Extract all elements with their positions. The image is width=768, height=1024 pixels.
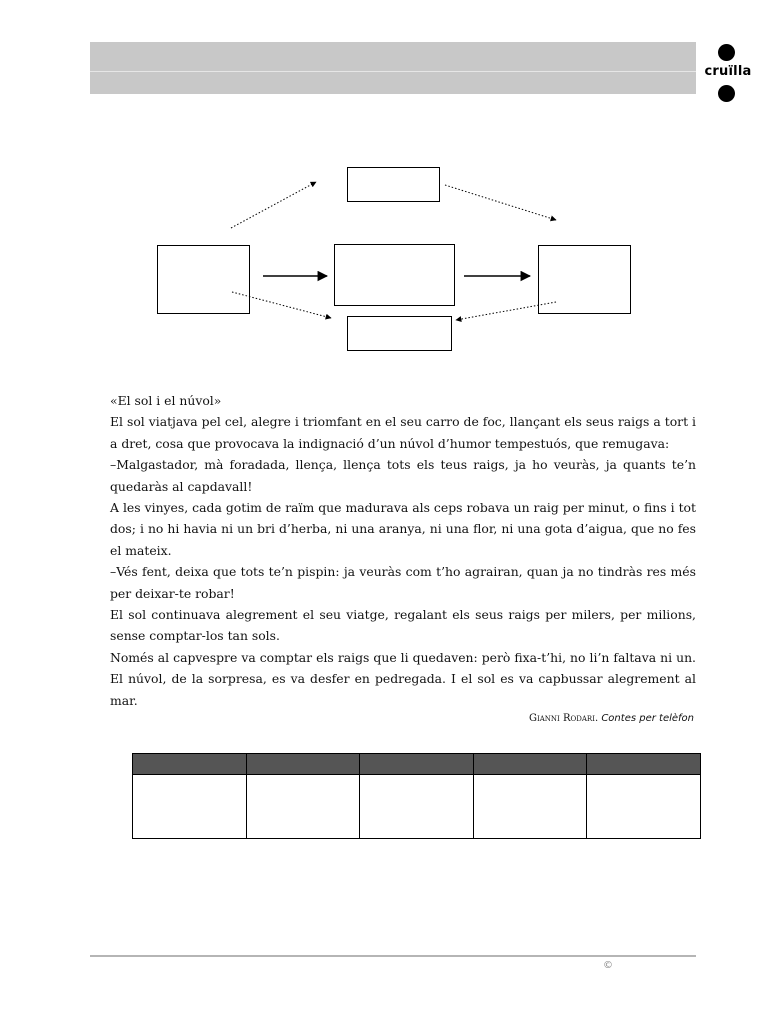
copyright-symbol: © xyxy=(603,960,613,971)
story-structure-diagram xyxy=(0,0,768,380)
table-cell[interactable] xyxy=(133,775,247,839)
table-row xyxy=(133,775,701,839)
dotted-arrow-top-to-right xyxy=(445,185,556,220)
logo-text: cruïlla xyxy=(704,64,752,79)
story-credit: Gianni Rodari. Contes per telèfon xyxy=(528,713,694,724)
table-cell[interactable] xyxy=(473,775,587,839)
footer-divider xyxy=(90,955,696,957)
diagram-box-top[interactable] xyxy=(348,168,440,202)
author-name: Gianni Rodari xyxy=(528,713,595,724)
diagram-box-right[interactable] xyxy=(539,246,631,314)
story-paragraph: El sol continuava alegrement el seu viatge, regalant els seus raigs per milers, per milions, sense comptar-los tan sols. xyxy=(110,607,696,644)
table-header-cell xyxy=(133,754,247,775)
diagram-box-bottom[interactable] xyxy=(348,317,452,351)
diagram-box-center[interactable] xyxy=(335,245,455,306)
table-cell[interactable] xyxy=(246,775,360,839)
table-header-cell xyxy=(587,754,701,775)
story-paragraph: A les vinyes, cada gotim de raïm que madurava als ceps robava un raig per minut, o fins i tot dos; i no hi havia ni un bri d’herba, ni una aranya, ni una flor, ni una gota d’aigua, que no fes el mateix. xyxy=(110,500,696,558)
story-title: «El sol i el núvol» xyxy=(110,393,222,408)
story-paragraph: Només al capvespre va comptar els raigs que li quedaven: però fixa-t’hi, no li’n faltava ni un. El núvol, de la sorpresa, es va desfer en pedregada. I el sol es va capbussar alegrement al mar. xyxy=(110,649,696,708)
story-paragraph: –Vés fent, deixa que tots te’n pispin: ja veuràs com t’ho agrairan, quan ja no tindràs res més per deixar-te robar! xyxy=(110,564,696,601)
answer-table xyxy=(132,753,701,839)
table-header-cell xyxy=(360,754,474,775)
dotted-arrow-left-to-top xyxy=(231,182,316,228)
table-cell[interactable] xyxy=(587,775,701,839)
table-header-cell xyxy=(246,754,360,775)
story-paragraph: El sol viatjava pel cel, alegre i triomfant en el seu carro de foc, llançant els seus raigs a tort i a dret, cosa que provocava la indignació d’un núvol d’humor tempestuós, que remugava: xyxy=(110,414,696,451)
story-text xyxy=(110,390,696,711)
diagram-box-left[interactable] xyxy=(158,246,250,314)
table-header-row xyxy=(133,754,701,775)
story-paragraph: –Malgastador, mà foradada, llença, llença tots els teus raigs, ja ho veuràs, ja quants te’n quedaràs al capdavall! xyxy=(110,457,696,494)
table-header-cell xyxy=(473,754,587,775)
book-title: Contes per telèfon xyxy=(601,713,694,724)
table-cell[interactable] xyxy=(360,775,474,839)
